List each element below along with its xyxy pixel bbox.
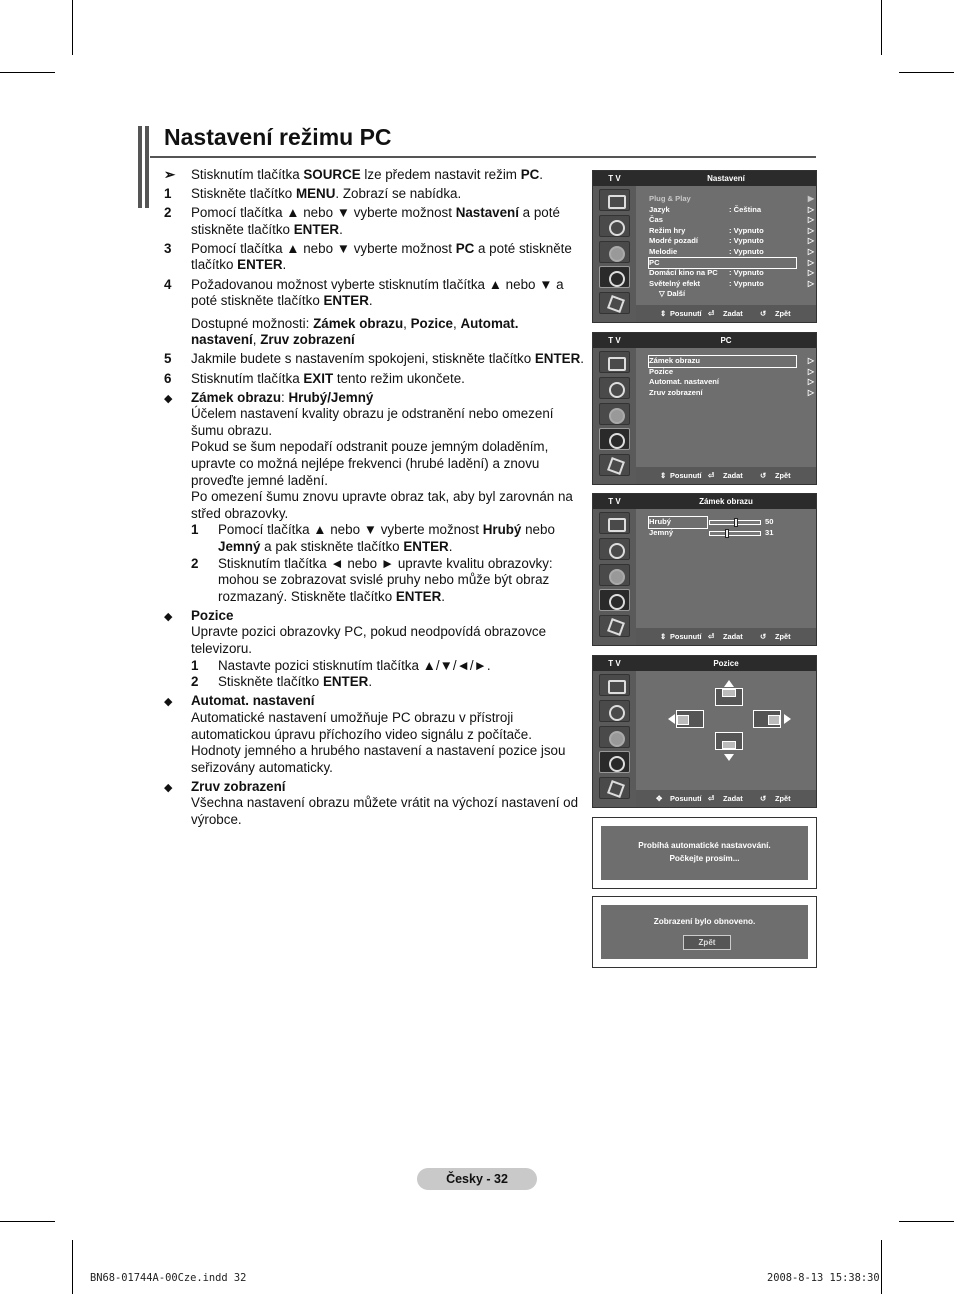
crop-mark — [899, 1221, 954, 1222]
osd-header: Zámek obrazu — [636, 494, 816, 509]
slider-knob[interactable] — [725, 529, 729, 538]
menu-item-auto-adjust[interactable]: Automat. nastavení ▷ — [649, 377, 814, 387]
arrow-left-icon[interactable] — [668, 714, 675, 724]
menu-item-image-reset[interactable]: Zruv zobrazení ▷ — [649, 387, 814, 397]
channel-menu-icon[interactable] — [599, 564, 630, 586]
setup-menu-icon[interactable] — [599, 428, 630, 450]
osd-slider-list — [649, 517, 796, 538]
options-line: Dostupné možnosti: Zámek obrazu, Pozice, Automat. nastavení, Zruv zobrazení — [191, 315, 519, 348]
input-menu-icon[interactable] — [599, 454, 630, 476]
step: 1 Stiskněte tlačítko MENU. Zobrazí se nabídka. — [164, 186, 462, 202]
coarse-slider[interactable] — [709, 520, 761, 525]
section-image-lock: ◆ Zámek obrazu: Hrubý/Jemný Účelem nastavení kvality obrazu je odstranění nebo omezení šumu obrazu. Pokud se šum nepodaří odstranit pouze jemným doladěním, upravte co možná nejlépe frekvenci (hrubé ladění) a znovu proveďte jemné ladění. Po omezení šumu znovu upravte obraz tak, aby byl zarovnán na střed obrazovky. 1 Pomocí tlačítka ▲ nebo ▼ vyberte možnost Hrubý nebo Jemný a pak stiskněte tlačítko ENTER. 2 Stisknutím tlačítka ◄ nebo ► upravte kvalitu obrazovky: mohou se zobrazovat svislé pruhy nebo může být obraz rozmazaný. Stiskněte tlačítko ENTER. — [164, 390, 584, 606]
section-position: ◆ Pozice Upravte pozici obrazovky PC, pokud neodpovídá obrazovce televizoru. 1 Nastavte pozici stisknutím tlačítka ▲/▼/◄/►. 2 Stiskněte tlačítko ENTER. — [164, 608, 584, 691]
section-auto-adjust: ◆ Automat. nastavení Automatické nastavení umožňuje PC obrazu v přístroji automatickou úpravu příchozího video signálu z počítače. Hodnoty jemného a hrubého nastavení a nastavení pozice jsou seřizovány automaticky. — [164, 693, 566, 775]
diamond-bullet-icon: ◆ — [164, 781, 173, 794]
dialog-body: Zobrazení bylo obnoveno. Zpět — [601, 905, 808, 959]
move-icon: ⇕ — [660, 471, 667, 480]
print-slug-file: BN68-01744A-00Cze.indd 32 — [90, 1272, 247, 1284]
diamond-bullet-icon: ◆ — [164, 610, 173, 623]
setup-menu-icon[interactable] — [599, 751, 630, 773]
step: 5 Jakmile budete s nastavením spokojeni, stiskněte tlačítko ENTER. — [164, 351, 584, 367]
osd-footer: ⇕ Posunutí ⏎ Zadat ↺ Zpět — [636, 305, 816, 322]
sub-step: 1 Pomocí tlačítka ▲ nebo ▼ vyberte možnost Hrubý nebo Jemný a pak stiskněte tlačítko ENTER. — [191, 522, 555, 554]
sub-step: 2 Stiskněte tlačítko ENTER. — [191, 674, 373, 690]
sound-menu-icon[interactable] — [599, 700, 630, 722]
osd-footer: ⇕ Posunutí ⏎ Zadat ↺ Zpět — [636, 467, 816, 484]
return-icon: ↺ — [760, 471, 767, 480]
osd-header: PC — [636, 333, 816, 348]
osd-header: Pozice — [636, 656, 816, 671]
picture-menu-icon[interactable] — [599, 351, 630, 373]
picture-menu-icon[interactable] — [599, 512, 630, 534]
crop-mark — [899, 72, 954, 73]
move-icon: ⇕ — [660, 632, 667, 641]
menu-item-position[interactable]: Pozice ▷ — [649, 366, 814, 376]
sub-step: 2 Stisknutím tlačítka ◄ nebo ► upravte kvalitu obrazovky: mohou se zobrazovat svislé pruhy nebo může být obraz rozmazaný. Stiskněte tlačítko ENTER. — [191, 555, 553, 604]
sound-menu-icon[interactable] — [599, 215, 630, 237]
osd-tv-label: T V — [593, 171, 636, 186]
arrow-down-icon[interactable] — [724, 754, 734, 761]
menu-item-image-lock[interactable]: Zámek obrazu ▷ — [649, 356, 814, 365]
print-slug-date: 2008-8-13 15:38:30 — [767, 1272, 880, 1284]
diamond-bullet-icon: ◆ — [164, 696, 173, 709]
sub-step: 1 Nastavte pozici stisknutím tlačítka ▲/▼/◄/►. — [191, 657, 491, 673]
page-number: Česky - 32 — [417, 1168, 537, 1190]
crop-mark — [0, 1221, 55, 1222]
instructions — [164, 167, 584, 831]
return-icon: ↺ — [760, 309, 767, 318]
crop-mark — [881, 0, 882, 55]
osd-menu-list — [649, 194, 814, 300]
diamond-bullet-icon: ◆ — [164, 392, 173, 405]
crop-mark — [72, 0, 73, 55]
step: 2 Pomocí tlačítka ▲ nebo ▼ vyberte možnost Nastavení a poté stiskněte tlačítko ENTER. — [164, 205, 560, 237]
osd-tv-label: T V — [593, 333, 636, 348]
input-menu-icon[interactable] — [599, 615, 630, 637]
input-menu-icon[interactable] — [599, 292, 630, 314]
menu-item[interactable]: Čas ▷ — [649, 215, 814, 225]
crop-mark — [72, 1240, 73, 1294]
move-icon: ⇕ — [660, 309, 667, 318]
enter-icon: ⏎ — [708, 632, 715, 641]
enter-icon: ⏎ — [708, 794, 715, 803]
crop-mark — [881, 1240, 882, 1294]
slider-row-coarse[interactable]: Hrubý 50 — [649, 517, 774, 526]
osd-footer: ⇕ Posunutí ⏎ Zadat ↺ Zpět — [636, 628, 816, 645]
picture-menu-icon[interactable] — [599, 189, 630, 211]
position-left-box — [676, 710, 704, 728]
enter-icon: ⏎ — [708, 471, 715, 480]
return-icon: ↺ — [760, 794, 767, 803]
menu-item[interactable]: Světelný efekt : Vypnuto ▷ — [649, 278, 814, 288]
reset-dialog — [592, 896, 817, 968]
osd-tv-label: T V — [593, 656, 636, 671]
osd-tv-label: T V — [593, 494, 636, 509]
channel-menu-icon[interactable] — [599, 403, 630, 425]
menu-item-pc[interactable]: PC ▷ — [649, 257, 814, 267]
move-4way-icon: ✥ — [656, 794, 663, 803]
osd-pc-menu — [592, 332, 817, 485]
return-icon: ↺ — [760, 632, 767, 641]
sound-menu-icon[interactable] — [599, 377, 630, 399]
title-rule — [150, 156, 816, 158]
setup-menu-icon[interactable] — [599, 266, 630, 288]
sound-menu-icon[interactable] — [599, 538, 630, 560]
osd-menu-list — [649, 356, 814, 398]
section-image-reset: ◆ Zruv zobrazení Všechna nastavení obrazu můžete vrátit na výchozí nastavení od výrobce. — [164, 778, 579, 827]
osd-image-lock — [592, 493, 817, 646]
channel-menu-icon[interactable] — [599, 726, 630, 748]
osd-position — [592, 655, 817, 808]
channel-menu-icon[interactable] — [599, 241, 630, 263]
osd-setup-menu — [592, 170, 817, 323]
osd-footer: ✥ Posunutí ⏎ Zadat ↺ Zpět — [636, 790, 816, 807]
menu-item[interactable]: Režim hry : Vypnuto ▷ — [649, 225, 814, 235]
auto-adjust-dialog — [592, 817, 817, 889]
dialog-body: Probíhá automatické nastavování. Počkejte prosím... — [601, 826, 808, 880]
crop-mark — [0, 72, 55, 73]
fine-slider[interactable] — [709, 531, 761, 536]
menu-item-more[interactable]: ▽ Další — [659, 289, 686, 299]
step: 3 Pomocí tlačítka ▲ nebo ▼ vyberte možnost PC a poté stiskněte tlačítko ENTER. — [164, 240, 572, 273]
position-up-box — [715, 688, 743, 706]
slider-knob[interactable] — [734, 518, 738, 527]
back-button[interactable]: Zpět — [683, 935, 731, 950]
slider-row-fine[interactable]: Jemný 31 — [649, 527, 774, 537]
intro-note: ➢ Stisknutím tlačítka SOURCE lze předem nastavit režim PC. — [164, 167, 544, 182]
input-menu-icon[interactable] — [599, 777, 630, 799]
menu-item[interactable]: Modré pozadí : Vypnuto ▷ — [649, 236, 814, 246]
arrow-up-icon[interactable] — [724, 680, 734, 687]
picture-menu-icon[interactable] — [599, 674, 630, 696]
note-arrow-icon: ➢ — [164, 167, 176, 182]
step: 6 Stisknutím tlačítka EXIT tento režim ukončete. — [164, 370, 465, 386]
enter-icon: ⏎ — [708, 309, 715, 318]
step: 4 Požadovanou možnost vyberte stisknutím tlačítka ▲ nebo ▼ a poté stiskněte tlačítko ENTER. Dostupné možnosti: Zámek obrazu, Pozice, Automat. nastavení, Zruv zobrazení — [164, 277, 584, 349]
menu-item[interactable]: Domácí kino na PC : Vypnuto ▷ — [649, 268, 814, 278]
position-down-box — [715, 732, 743, 750]
arrow-right-icon[interactable] — [784, 714, 791, 724]
setup-menu-icon[interactable] — [599, 589, 630, 611]
osd-header: Nastavení — [636, 171, 816, 186]
menu-item[interactable]: Melodie : Vypnuto ▷ — [649, 246, 814, 256]
menu-item[interactable]: Jazyk : Čeština ▷ — [649, 204, 814, 214]
position-right-box — [753, 710, 781, 728]
page-title: Nastavení režimu PC — [164, 124, 392, 150]
menu-item[interactable]: Plug & Play ▶ — [649, 194, 814, 203]
